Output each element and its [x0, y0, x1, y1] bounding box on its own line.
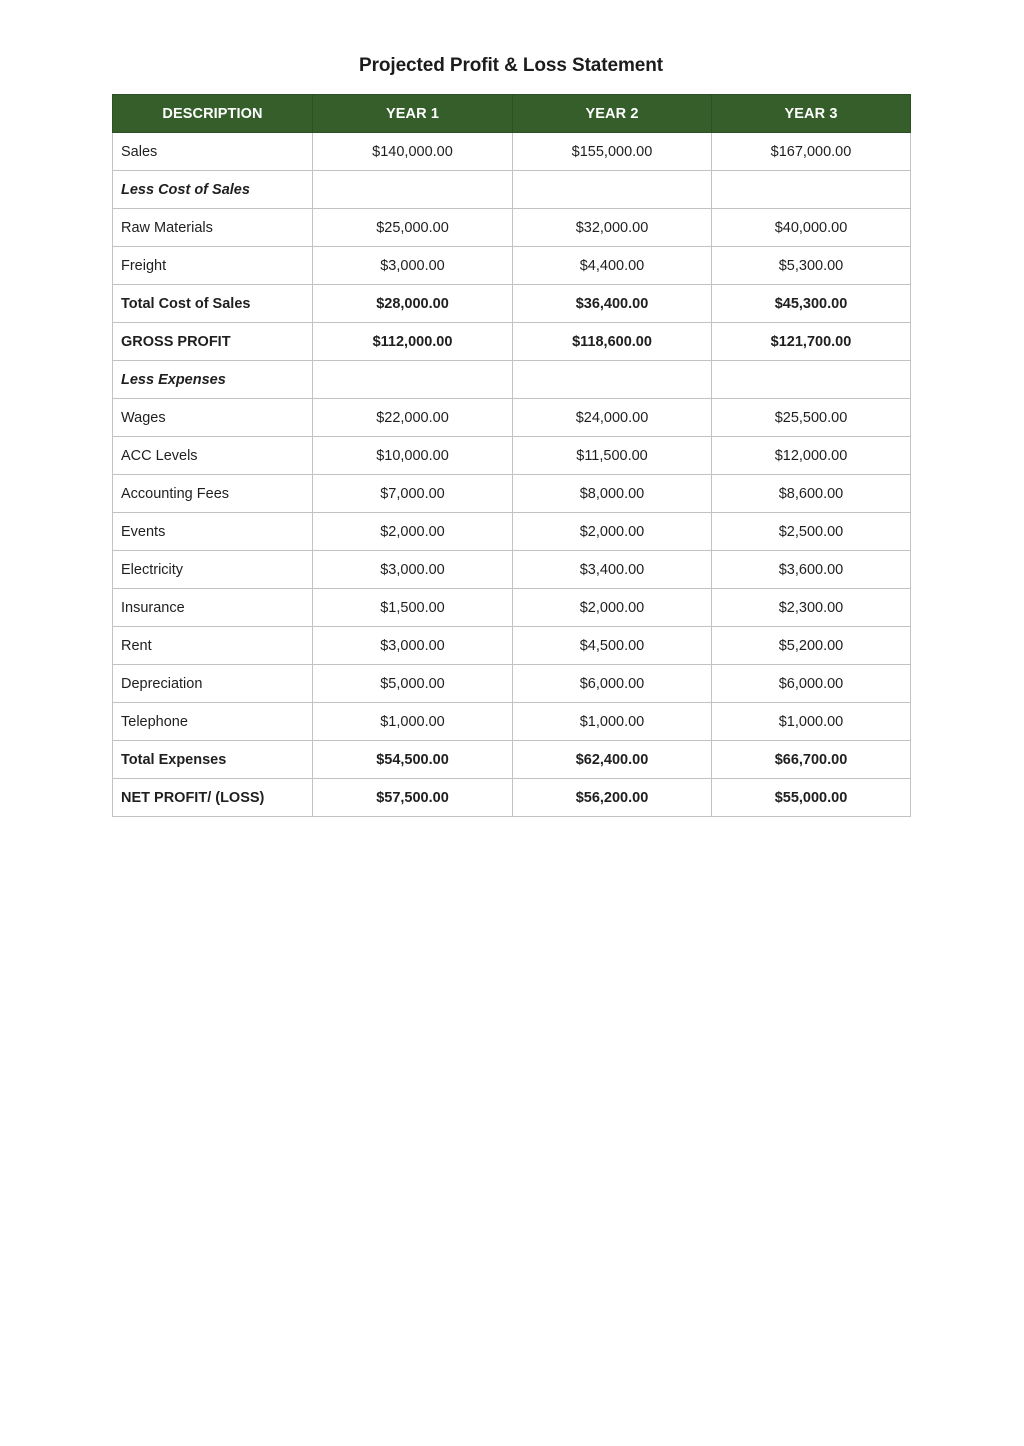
cell-year-3: $167,000.00 [712, 133, 911, 171]
cell-year-1: $140,000.00 [313, 133, 513, 171]
cell-description: Depreciation [113, 665, 313, 703]
cell-description: Raw Materials [113, 209, 313, 247]
table-header-row [113, 95, 911, 133]
cell-year-2: $62,400.00 [513, 741, 712, 779]
cell-description: NET PROFIT/ (LOSS) [113, 779, 313, 817]
cell-year-3 [712, 361, 911, 399]
profit-loss-table [112, 94, 911, 817]
table-row [113, 361, 911, 399]
cell-year-3: $6,000.00 [712, 665, 911, 703]
cell-year-2: $118,600.00 [513, 323, 712, 361]
table-row [113, 589, 911, 627]
cell-year-3: $121,700.00 [712, 323, 911, 361]
cell-year-1: $22,000.00 [313, 399, 513, 437]
cell-year-2: $1,000.00 [513, 703, 712, 741]
cell-year-3: $55,000.00 [712, 779, 911, 817]
cell-year-1: $54,500.00 [313, 741, 513, 779]
page-title: Projected Profit & Loss Statement [359, 55, 663, 76]
cell-year-1: $3,000.00 [313, 627, 513, 665]
cell-year-1: $7,000.00 [313, 475, 513, 513]
cell-year-2: $56,200.00 [513, 779, 712, 817]
table-row [113, 665, 911, 703]
cell-year-3: $45,300.00 [712, 285, 911, 323]
cell-year-1: $2,000.00 [313, 513, 513, 551]
table-row [113, 247, 911, 285]
cell-year-2: $3,400.00 [513, 551, 712, 589]
cell-year-2 [513, 171, 712, 209]
table-row [113, 551, 911, 589]
table-row [113, 285, 911, 323]
cell-year-1: $3,000.00 [313, 247, 513, 285]
cell-description: Wages [113, 399, 313, 437]
table-row [113, 513, 911, 551]
cell-description: GROSS PROFIT [113, 323, 313, 361]
cell-description: Sales [113, 133, 313, 171]
cell-description: Telephone [113, 703, 313, 741]
cell-year-3: $5,300.00 [712, 247, 911, 285]
cell-year-1: $1,000.00 [313, 703, 513, 741]
table-row [113, 437, 911, 475]
cell-description: Events [113, 513, 313, 551]
cell-description: ACC Levels [113, 437, 313, 475]
cell-year-2: $2,000.00 [513, 513, 712, 551]
cell-description: Total Expenses [113, 741, 313, 779]
cell-year-2: $2,000.00 [513, 589, 712, 627]
cell-year-2: $4,500.00 [513, 627, 712, 665]
cell-description: Freight [113, 247, 313, 285]
cell-year-1: $5,000.00 [313, 665, 513, 703]
cell-description: Less Cost of Sales [113, 171, 313, 209]
column-header-year-2: YEAR 2 [513, 95, 712, 133]
column-header-year-1: YEAR 1 [313, 95, 513, 133]
cell-year-2: $11,500.00 [513, 437, 712, 475]
cell-year-3: $1,000.00 [712, 703, 911, 741]
cell-year-2: $155,000.00 [513, 133, 712, 171]
cell-description: Insurance [113, 589, 313, 627]
cell-year-3: $8,600.00 [712, 475, 911, 513]
cell-year-2: $32,000.00 [513, 209, 712, 247]
table-header [113, 95, 911, 133]
table-row [113, 703, 911, 741]
cell-year-3: $3,600.00 [712, 551, 911, 589]
table-row [113, 323, 911, 361]
cell-description: Rent [113, 627, 313, 665]
table-row [113, 627, 911, 665]
table-row [113, 475, 911, 513]
table-row [113, 741, 911, 779]
cell-year-1: $1,500.00 [313, 589, 513, 627]
cell-year-2: $6,000.00 [513, 665, 712, 703]
cell-year-3: $12,000.00 [712, 437, 911, 475]
cell-description: Accounting Fees [113, 475, 313, 513]
cell-year-2: $4,400.00 [513, 247, 712, 285]
column-header-year-3: YEAR 3 [712, 95, 911, 133]
cell-year-3: $40,000.00 [712, 209, 911, 247]
cell-year-1 [313, 171, 513, 209]
cell-year-3 [712, 171, 911, 209]
cell-year-3: $66,700.00 [712, 741, 911, 779]
cell-description: Electricity [113, 551, 313, 589]
table-row [113, 171, 911, 209]
cell-year-1: $28,000.00 [313, 285, 513, 323]
table-row [113, 209, 911, 247]
cell-year-2: $8,000.00 [513, 475, 712, 513]
column-header-description: DESCRIPTION [113, 95, 313, 133]
cell-description: Total Cost of Sales [113, 285, 313, 323]
cell-year-2: $24,000.00 [513, 399, 712, 437]
cell-year-2: $36,400.00 [513, 285, 712, 323]
cell-description: Less Expenses [113, 361, 313, 399]
cell-year-3: $2,300.00 [712, 589, 911, 627]
cell-year-2 [513, 361, 712, 399]
table-row [113, 779, 911, 817]
table-row [113, 399, 911, 437]
cell-year-1: $10,000.00 [313, 437, 513, 475]
cell-year-1: $25,000.00 [313, 209, 513, 247]
cell-year-1 [313, 361, 513, 399]
table-row [113, 133, 911, 171]
cell-year-3: $2,500.00 [712, 513, 911, 551]
cell-year-1: $57,500.00 [313, 779, 513, 817]
cell-year-3: $5,200.00 [712, 627, 911, 665]
cell-year-1: $3,000.00 [313, 551, 513, 589]
cell-year-1: $112,000.00 [313, 323, 513, 361]
cell-year-3: $25,500.00 [712, 399, 911, 437]
table-body [113, 133, 911, 817]
